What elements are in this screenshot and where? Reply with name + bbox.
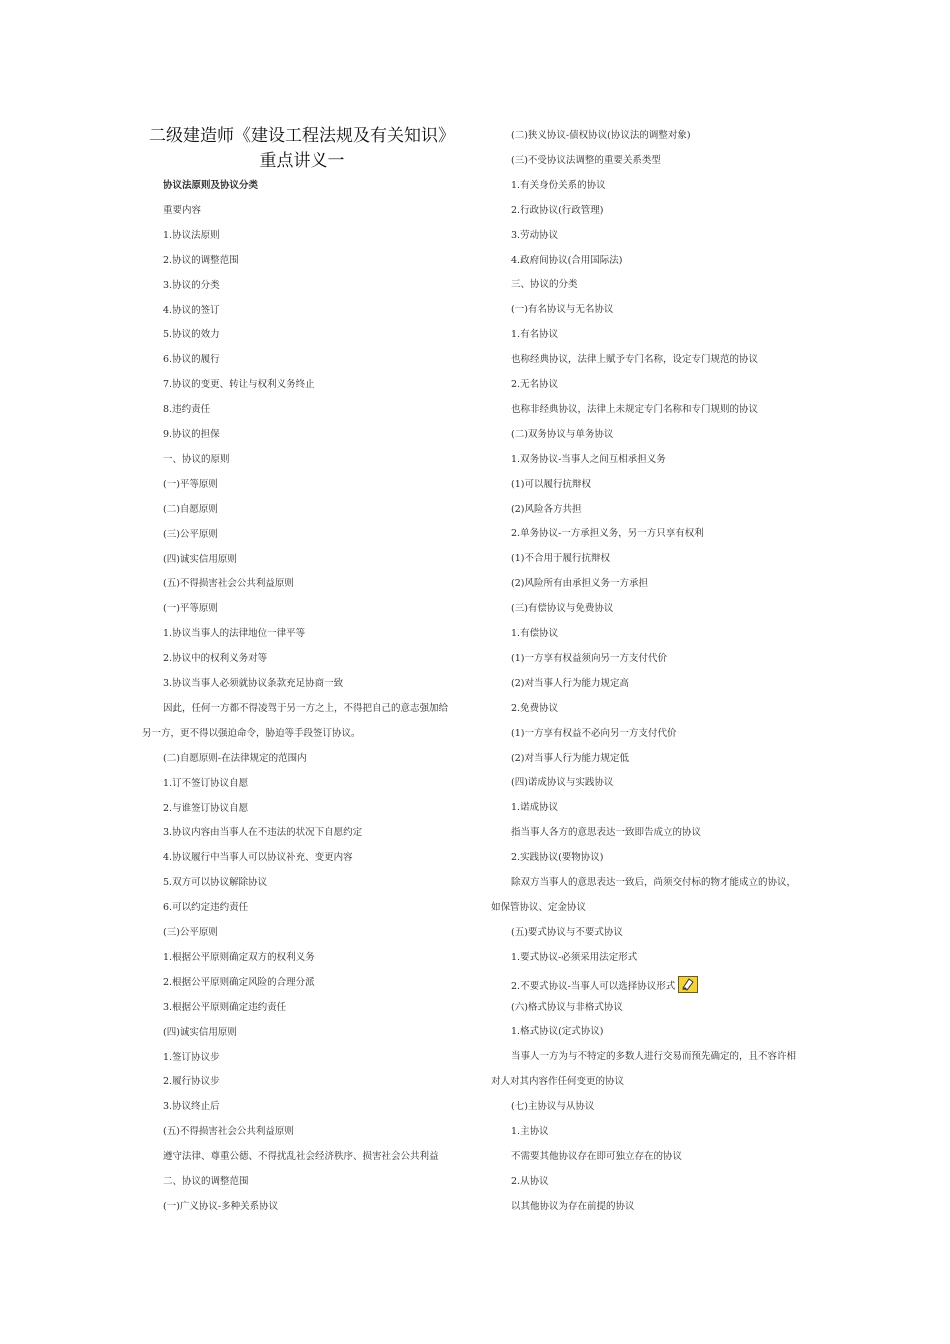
right-text-line: 2.免费协议 (511, 702, 559, 714)
left-text-line: (二)自愿原则-在法律规定的范围内 (163, 752, 307, 764)
left-text-line: 2.履行协议步 (163, 1076, 220, 1088)
document-subtitle: 重点讲义一 (259, 151, 345, 171)
right-text-line: 1.有关身份关系的协议 (511, 179, 606, 191)
right-text-line: (三)不受协议法调整的重要关系类型 (511, 154, 661, 166)
right-text-line: 指当事人各方的意思表达一致即告成立的协议 (511, 827, 702, 839)
right-text-line: (2)风险各方共担 (511, 503, 582, 515)
left-text-line: (一)平等原则 (163, 603, 218, 615)
right-text-line: 除双方当事人的意思表达一致后，尚须交付标的物才能成立的协议， (511, 877, 797, 888)
left-text-line: 6.可以约定违约责任 (163, 902, 249, 914)
left-text-line: (五)不得损害社会公共利益原则 (163, 578, 294, 590)
left-text-line: 一、协议的原则 (163, 453, 230, 465)
left-text-line: 2.根据公平原则确定风险的合理分派 (163, 976, 315, 988)
left-text-line: 1.协议当事人的法律地位一律平等 (163, 628, 306, 640)
right-text-line: 不需要其他协议存在即可独立存在的协议 (511, 1150, 683, 1162)
right-text-line: 2.单务协议-一方承担义务，另一方只享有权利 (511, 528, 704, 540)
right-text-line: 当事人一方为与不特定的多数人进行交易而预先确定的，且不容许相 (511, 1051, 797, 1063)
right-text-line: 1.双务协议-当事人之间互相承担义务 (511, 453, 666, 465)
left-text-line: 重要内容 (163, 204, 202, 216)
left-text-line: 2.协议中的权利义务对等 (163, 653, 268, 665)
left-text-line: (三)公平原则 (163, 528, 218, 540)
left-text-line: 3.协议的分类 (163, 279, 220, 291)
right-text-line: (1)不合用于履行抗辩权 (511, 553, 610, 565)
right-text-line: (二)双务协议与单务协议 (511, 428, 614, 440)
right-text-line: 也称非经典协议，法律上未规定专门名称和专门规则的协议 (511, 403, 759, 415)
left-text-line: (四)诚实信用原则 (163, 553, 237, 565)
left-text-line: 另一方，更不得以强迫命令，胁迫等手段签订协议。 (142, 727, 361, 739)
left-text-line: 协议法原则及协议分类 (163, 180, 259, 191)
left-text-line: (五)不得损害社会公共利益原则 (163, 1126, 294, 1138)
left-text-line: (二)自愿原则 (163, 503, 218, 515)
right-text-line: (1)一方享有权益须向另一方支付代价 (511, 652, 667, 664)
left-text-line: 3.协议当事人必须就协议条款充足协商一致 (163, 678, 344, 689)
embedded-image-icon (678, 976, 698, 993)
left-text-line: 1.协议法原则 (163, 229, 220, 241)
left-text-line: 3.根据公平原则确定违约责任 (163, 1001, 287, 1013)
left-text-line: 2.与谁签订协议自愿 (163, 802, 249, 814)
right-text-line: 2.实践协议(要物协议) (511, 852, 604, 864)
right-text-line: (二)狭义协议-债权协议(协议法的调整对象) (511, 130, 691, 141)
left-text-line: 因此，任何一方都不得凌驾于另一方之上，不得把自己的意志强加给 (163, 702, 449, 714)
right-text-line: 2.行政协议(行政管理) (511, 204, 604, 216)
left-text-line: 6.协议的履行 (163, 354, 220, 366)
right-text-line: 1.诺成协议 (511, 802, 559, 814)
right-text-line: 对人对其内容作任何变更的协议 (491, 1076, 625, 1088)
right-text-line: 2.从协议 (511, 1175, 549, 1187)
left-text-line: 5.双方可以协议解除协议 (163, 877, 268, 889)
left-text-line: 1.订不签订协议自愿 (163, 777, 249, 789)
left-text-line: 二、协议的调整范围 (163, 1176, 249, 1187)
right-text-line: (三)有偿协议与免费协议 (511, 603, 614, 615)
right-text-line: (2)对当事人行为能力规定低 (511, 752, 629, 764)
left-text-line: 遵守法律、尊重公德、不得扰乱社会经济秩序、损害社会公共利益 (163, 1151, 439, 1163)
left-text-line: 3.协议终止后 (163, 1101, 220, 1113)
left-text-line: (三)公平原则 (163, 927, 218, 938)
left-text-line: 1.签订协议步 (163, 1051, 220, 1063)
left-text-line: 3.协议内容由当事人在不违法的状况下自愿约定 (163, 827, 363, 839)
left-text-line: 1.根据公平原则确定双方的权利义务 (163, 951, 315, 963)
left-text-line: 9.协议的担保 (163, 429, 220, 440)
right-text-line: 2.不要式协议-当事人可以选择协议形式 (511, 976, 698, 994)
left-text-line: (四)诚实信用原则 (163, 1026, 237, 1038)
right-text-line: 如保管协议、定金协议 (491, 901, 587, 913)
right-text-line: (五)要式协议与不要式协议 (511, 926, 623, 938)
right-text-line: 以其他协议为存在前提的协议 (511, 1200, 635, 1212)
right-text-line: (六)格式协议与非格式协议 (511, 1001, 623, 1013)
right-text-line: (2)对当事人行为能力规定高 (511, 677, 629, 689)
left-text-line: 8.违约责任 (163, 404, 211, 416)
right-text-line: (2)风险所有由承担义务一方承担 (511, 578, 648, 590)
right-text-line: (一)有名协议与无名协议 (511, 304, 614, 316)
right-text-line: (四)诺成协议与实践协议 (511, 777, 614, 789)
right-text-line: 1.要式协议-必须采用法定形式 (511, 951, 638, 963)
right-text-line: 2.无名协议 (511, 379, 559, 390)
right-text-line: 4.政府间协议(合用国际法) (511, 254, 623, 266)
left-text-line: 7.协议的变更、转让与权利义务终止 (163, 379, 315, 391)
right-text-line: (1)可以履行抗辩权 (511, 478, 591, 490)
left-text-line: 4.协议的签订 (163, 304, 220, 316)
right-text-line: 三、协议的分类 (511, 279, 578, 291)
right-text-line: (七)主协议与从协议 (511, 1101, 595, 1113)
right-text-line: 1.主协议 (511, 1126, 549, 1137)
right-text-line: (1)一方享有权益不必向另一方支付代价 (511, 727, 677, 739)
right-text-line: 1.格式协议(定式协议) (511, 1026, 604, 1038)
right-text-line: 1.有偿协议 (511, 628, 559, 639)
right-text-line: 1.有名协议 (511, 329, 559, 341)
left-text-line: 2.协议的调整范围 (163, 254, 239, 266)
right-text-line: 3.劳动协议 (511, 229, 559, 241)
left-text-line: (一)广义协议-多种关系协议 (163, 1200, 279, 1212)
document-title: 二级建造师《建设工程法规及有关知识》 (149, 126, 455, 146)
left-text-line: 4.协议履行中当事人可以协议补充、变更内容 (163, 852, 353, 864)
left-text-line: (一)平等原则 (163, 478, 218, 490)
right-text-line: 也称经典协议，法律上赋予专门名称，设定专门规范的协议 (511, 354, 759, 366)
left-text-line: 5.协议的效力 (163, 329, 220, 341)
